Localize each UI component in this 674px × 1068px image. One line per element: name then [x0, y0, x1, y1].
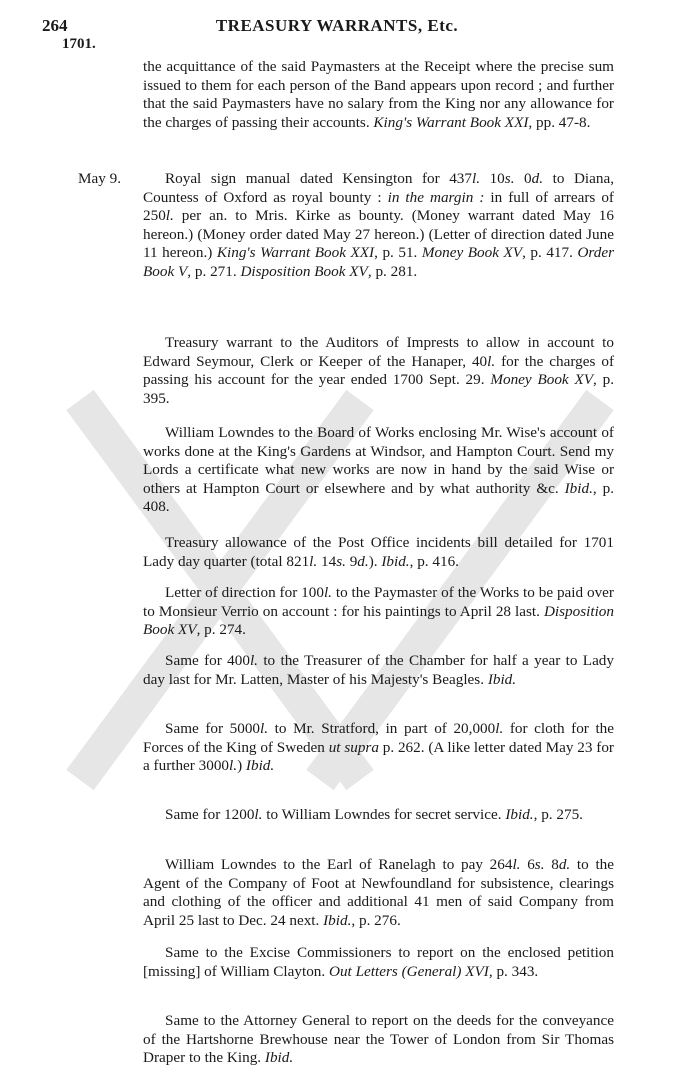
entry-text: to William Lowndes for secret service. — [262, 806, 506, 823]
entry-text: , p. 281. — [367, 262, 418, 280]
page-number: 264 — [42, 16, 68, 35]
citation-text: l. — [260, 720, 269, 737]
running-title: TREASURY WARRANTS, Etc. — [215, 16, 459, 35]
citation-text: l. — [512, 856, 521, 873]
entry-paragraph — [143, 806, 614, 825]
margin-year: 1701. — [62, 36, 96, 52]
entry-text: to Mr. Stratford, in part of 20,000 — [268, 720, 496, 737]
citation-text: Ibid. — [264, 1049, 294, 1067]
entry-paragraph — [143, 424, 614, 517]
entry-paragraph — [143, 534, 614, 571]
entry-text: in full of arrears of 250 — [143, 188, 614, 225]
entry-text: Same to the Attorney General to report on the deeds for the conveyance of the Hartshorne Brewhouse near the Tower of London from Sir Thomas Draper to the King. — [143, 1012, 614, 1067]
entry-paragraph — [143, 334, 614, 408]
citation-text: Ibid. — [245, 757, 275, 775]
entry-text: 8 — [544, 856, 559, 873]
entry-text: William Lowndes to the Earl of Ranelagh to pay 264 — [165, 856, 513, 873]
entry-text: , p. 271. — [187, 262, 241, 280]
entry-paragraph — [143, 58, 614, 132]
entry-text: , p. 417. — [522, 244, 578, 262]
citation-text: l. — [323, 584, 332, 601]
citation-text: s. — [534, 856, 545, 873]
citation-text: s. — [336, 552, 346, 570]
entry-text: 14 — [317, 552, 337, 570]
entry-text: to Diana, Countess of Oxford as royal bounty : — [143, 170, 615, 206]
entry-text: , p. 416. — [409, 552, 459, 570]
entry-text: Letter of direction for 100 — [165, 584, 324, 601]
entry-text: ). — [368, 552, 382, 570]
citation-text: Ibid. — [323, 911, 352, 929]
entry-paragraph — [143, 856, 614, 930]
entry-text: Treasury warrant to the Auditors of Imprests to allow in account to Edward Seymour, Clerk or Keeper of the Hanaper, 40 — [143, 334, 614, 370]
citation-text: Money Book XV — [490, 371, 594, 389]
citation-text: d. — [531, 170, 544, 187]
entry-text: Royal sign manual dated Kensington for 437 — [165, 170, 472, 187]
citation-text: d. — [558, 856, 571, 873]
citation-text: King's Warrant Book XXI — [373, 113, 529, 131]
citation-text: d. — [357, 552, 369, 570]
citation-text: l. — [165, 207, 174, 225]
entry-paragraph — [143, 584, 614, 640]
citation-text: Order Book V — [143, 244, 615, 280]
entry-text: , p. 395. — [143, 371, 615, 407]
entry-text: , p. 275. — [533, 806, 583, 823]
citation-text: l. — [249, 652, 258, 669]
citation-text: in the margin : — [387, 188, 485, 206]
entry-text: 10 — [480, 170, 505, 187]
entry-text: , pp. 47-8. — [528, 113, 591, 131]
entry-text: , p. 343. — [488, 962, 539, 980]
entry-paragraph — [143, 170, 614, 282]
entry-text: ) — [237, 757, 246, 775]
entry-text: for the charges of passing his account for the year ended 1700 Sept. 29. — [143, 352, 614, 389]
entry-text: , p. 408. — [143, 479, 614, 516]
entry-text: p. 262. (A like letter dated May 23 for a further 3000 — [143, 738, 614, 775]
entry-text: 9 — [345, 552, 358, 570]
entry-text: per an. to Mris. Kirke as bounty. (Money warrant dated May 16 hereon.) (Money order dated May 27 hereon.) (Letter of direction dated June 11 hereon.) — [143, 207, 614, 262]
entry-text: Same for 5000 — [165, 720, 261, 737]
citation-text: King's Warrant Book XXI — [216, 244, 375, 262]
entry-date: May 9. — [78, 170, 122, 187]
entry-text: to the Paymaster of the Works to be paid over to Monsieur Verrio on account : for his paintings to April 28 last. — [143, 584, 614, 620]
citation-text: ut supra — [328, 738, 379, 756]
entry-paragraph — [143, 944, 614, 981]
entry-text: Same for 1200 — [165, 806, 255, 823]
citation-text: l. — [229, 757, 238, 775]
citation-text: Disposition Book XV — [240, 262, 368, 280]
citation-text: Money Book XV — [421, 244, 523, 262]
entry-text: William Lowndes to the Board of Works enclosing Mr. Wise's account of works done at the King's Gardens at Windsor, and Hampton Court. Send my Lords a certificate what new works are now in hand by the said Wise or others at Hampton Court or elsewhere and by what authority &c. — [143, 424, 614, 497]
entry-text: the acquittance of the said Paymasters at the Receipt where the precise sum issued to them for each person of the Band appears upon record ; and further that the said Paymasters have no salary from the King nor any allowance for the charges of passing their accounts. — [143, 58, 614, 131]
entry-text: , p. 51. — [374, 244, 422, 262]
entry-text: 6 — [520, 856, 535, 873]
entry-text: Same for 400 — [165, 652, 250, 669]
entry-text: for cloth for the Forces of the King of Sweden — [143, 720, 615, 756]
entry-text: to the Treasurer of the Chamber for half a year to Lady day last for Mr. Latten, Master of his Majesty's Beagles. — [143, 652, 614, 688]
citation-text: Ibid. — [564, 479, 593, 497]
citation-text: Ibid. — [505, 806, 534, 823]
entry-paragraph — [143, 720, 614, 776]
citation-text: Disposition Book XV — [143, 602, 614, 639]
citation-text: Out Letters (General) XVI — [329, 962, 489, 980]
entry-text: , p. 276. — [351, 911, 401, 929]
entry-text: to the Agent of the Company of Foot at Newfoundland for subsistence, clearings and clothing of the officer and additional 41 men of said Company from April 25 last to Dec. 24 next. — [143, 856, 615, 929]
citation-text: l. — [254, 806, 263, 823]
entry-paragraph — [143, 652, 614, 689]
entry-text: Same to the Excise Commissioners to report on the enclosed petition [missing] of William Clayton. — [143, 944, 614, 980]
citation-text: Ibid. — [381, 552, 410, 570]
citation-text: Ibid. — [487, 670, 517, 688]
citation-text: s. — [504, 170, 515, 187]
citation-text: l. — [487, 352, 496, 370]
entry-text: Treasury allowance of the Post Office incidents bill detailed for 1701 Lady day quarter (total 821 — [143, 534, 614, 570]
citation-text: l. — [495, 720, 504, 737]
citation-text: l. — [472, 170, 481, 187]
citation-text: l. — [309, 552, 318, 570]
entry-text: 0 — [514, 170, 532, 187]
entry-text: , p. 274. — [196, 621, 246, 639]
entry-paragraph — [143, 1012, 614, 1067]
